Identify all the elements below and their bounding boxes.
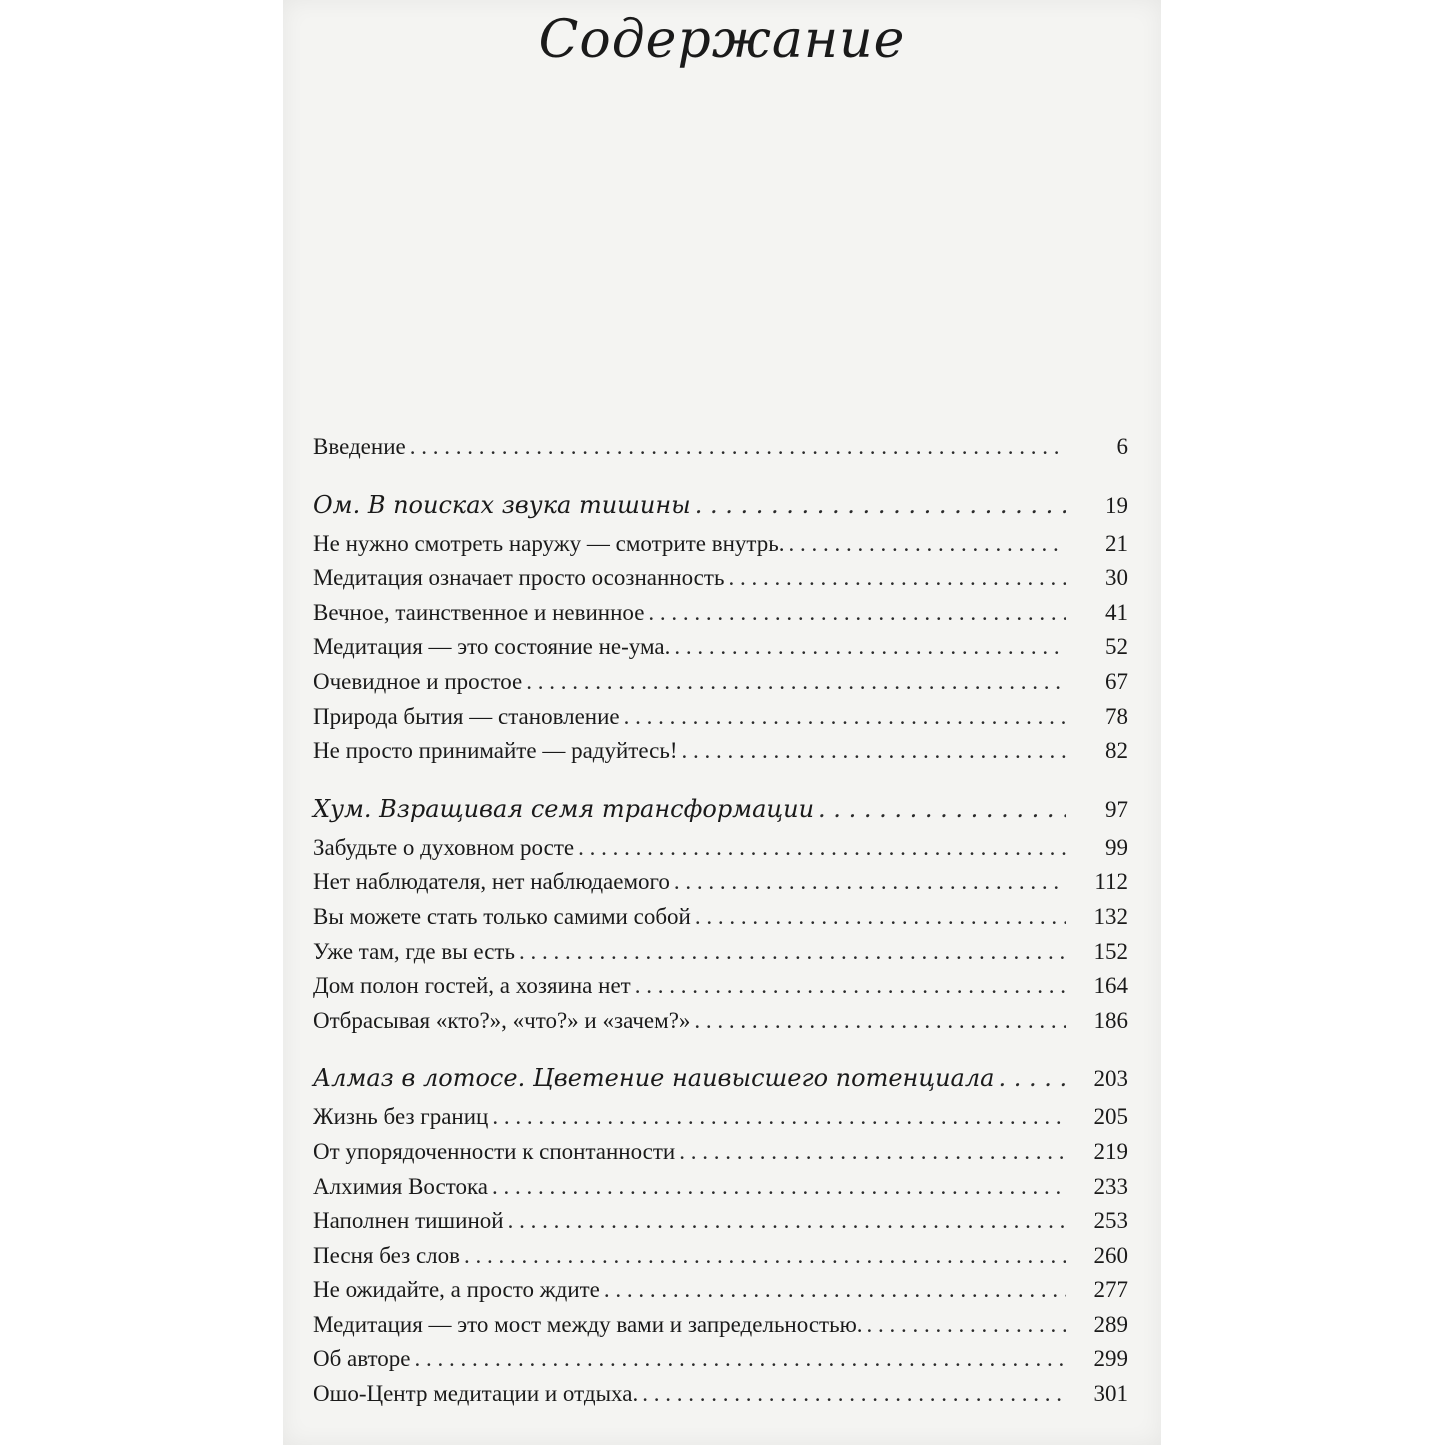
toc-page-number: 52: [1105, 634, 1128, 660]
toc-entry-title: Введение: [313, 434, 406, 459]
toc-entry-title: Медитация — это состояние не-ума.: [313, 634, 671, 660]
toc-page-number: 219: [1093, 1138, 1128, 1164]
toc-page-number: 164: [1093, 973, 1128, 999]
toc-entry: [313, 531, 1128, 566]
dot-leader: [604, 1277, 1066, 1303]
dot-leader: [648, 600, 1066, 626]
toc-entry: [313, 434, 1128, 469]
toc-page-number: 233: [1093, 1173, 1128, 1199]
toc-entry-title: Не ожидайте, а просто ждите: [313, 1277, 600, 1303]
toc-entry: [313, 1104, 1128, 1139]
toc-page-number: 21: [1105, 530, 1128, 556]
toc-entry: [313, 1277, 1128, 1312]
toc-page-number: 203: [1093, 1066, 1128, 1092]
toc-page-number: 301: [1093, 1381, 1128, 1407]
toc-entry-title: Природа бытия — становление: [313, 703, 620, 729]
dot-leader: [867, 1312, 1067, 1338]
toc-entry-title: Нет наблюдателя, нет наблюдаемого: [313, 869, 670, 895]
toc-entry-title: Наполнен тишиной: [313, 1208, 504, 1234]
dot-leader: [818, 795, 1066, 823]
dot-leader: [635, 973, 1066, 999]
toc-entry: [313, 1346, 1128, 1381]
toc-entry-title: Не просто принимайте — радуйтесь!: [313, 738, 678, 764]
toc-entry-title: Забудьте о духовном росте: [313, 834, 575, 860]
toc-page-number: 41: [1105, 599, 1128, 625]
toc-page-number: 78: [1105, 703, 1128, 729]
toc-entry-title: Вы можете стать только самими собой: [313, 903, 691, 929]
toc-entry: [313, 1174, 1128, 1209]
dot-leader: [695, 491, 1066, 519]
toc-entry-title: Уже там, где вы есть: [313, 938, 515, 964]
toc-entry: [313, 600, 1128, 635]
toc-entry: [313, 1208, 1128, 1243]
dot-leader: [508, 1208, 1066, 1234]
dot-leader: [998, 1064, 1066, 1092]
dot-leader: [492, 1104, 1066, 1130]
toc-entry: [313, 1139, 1128, 1174]
table-of-contents: [313, 434, 1128, 1416]
toc-part-entry: [313, 1064, 1128, 1104]
toc-entry-title: Ошо-Центр медитации и отдыха.: [313, 1381, 639, 1407]
dot-leader: [526, 669, 1066, 695]
dot-leader: [788, 531, 1066, 557]
toc-part-entry: [313, 491, 1128, 531]
toc-entry: [313, 835, 1128, 870]
toc-page-number: 67: [1105, 668, 1128, 694]
toc-entry-title: Жизнь без границ: [313, 1104, 489, 1130]
toc-entry-title: От упорядоченности к спонтанности: [313, 1138, 676, 1164]
toc-page-number: 205: [1093, 1104, 1128, 1130]
toc-page-number: 30: [1105, 565, 1128, 591]
toc-page-number: 186: [1093, 1007, 1128, 1033]
dot-leader: [695, 904, 1066, 930]
toc-entry-title: Медитация — это мост между вами и запредельностью.: [313, 1311, 863, 1337]
toc-entry: [313, 669, 1128, 704]
toc-entry-title: Алхимия Востока: [313, 1173, 488, 1199]
toc-page-number: 19: [1105, 492, 1128, 518]
toc-entry: [313, 704, 1128, 739]
dot-leader: [674, 869, 1066, 895]
toc-entry: [313, 869, 1128, 904]
toc-entry: [313, 904, 1128, 939]
toc-entry-title: Вечное, таинственное и невинное: [313, 599, 645, 625]
toc-entry-title: Хум. Взращивая семя трансформации: [313, 794, 815, 823]
dot-leader: [464, 1243, 1066, 1269]
toc-entry-title: Не нужно смотреть наружу — смотрите внутрь.: [313, 530, 785, 556]
toc-entry-title: Песня без слов: [313, 1242, 461, 1268]
toc-page-number: 132: [1093, 903, 1128, 929]
dot-leader: [681, 738, 1066, 764]
dot-leader: [578, 835, 1066, 861]
dot-leader: [415, 1346, 1066, 1372]
toc-entry: [313, 565, 1128, 600]
toc-entry-title: Отбрасывая «кто?», «что?» и «зачем?»: [313, 1007, 691, 1033]
page-title: Содержание: [538, 10, 906, 70]
toc-entry: [313, 939, 1128, 974]
dot-leader: [624, 704, 1066, 730]
toc-page-number: 6: [1116, 434, 1128, 459]
dot-leader: [492, 1174, 1066, 1200]
dot-leader: [410, 434, 1066, 460]
toc-page-number: 152: [1093, 938, 1128, 964]
toc-entry-title: Об авторе: [313, 1346, 411, 1372]
dot-leader: [519, 939, 1066, 965]
book-page: [283, 0, 1161, 1445]
toc-entry: [313, 1243, 1128, 1278]
toc-page-number: 289: [1093, 1311, 1128, 1337]
dot-leader: [674, 634, 1066, 660]
toc-entry: [313, 1312, 1128, 1347]
dot-leader: [642, 1381, 1066, 1407]
toc-entry: [313, 634, 1128, 669]
toc-page-number: 99: [1105, 834, 1128, 860]
toc-entry-title: Алмаз в лотосе. Цветение наивысшего потенциала: [313, 1064, 995, 1093]
dot-leader: [728, 565, 1066, 591]
toc-entry: [313, 1008, 1128, 1043]
toc-page-number: 82: [1105, 738, 1128, 764]
toc-entry-title: Медитация означает просто осознанность: [313, 565, 725, 591]
toc-entry: [313, 1381, 1128, 1416]
toc-page-number: 112: [1094, 869, 1128, 895]
toc-page-number: 253: [1093, 1208, 1128, 1234]
toc-page-number: 277: [1093, 1277, 1128, 1303]
toc-page-number: 260: [1093, 1242, 1128, 1268]
dot-leader: [694, 1008, 1066, 1034]
toc-entry-title: Очевидное и простое: [313, 668, 523, 694]
dot-leader: [679, 1139, 1066, 1165]
toc-entry: [313, 738, 1128, 773]
toc-entry: [313, 973, 1128, 1008]
toc-page-number: 299: [1093, 1346, 1128, 1372]
toc-part-entry: [313, 795, 1128, 835]
toc-page-number: 97: [1105, 796, 1128, 822]
toc-entry-title: Дом полон гостей, а хозяина нет: [313, 973, 631, 999]
toc-entry-title: Ом. В поисках звука тишины: [313, 490, 691, 519]
